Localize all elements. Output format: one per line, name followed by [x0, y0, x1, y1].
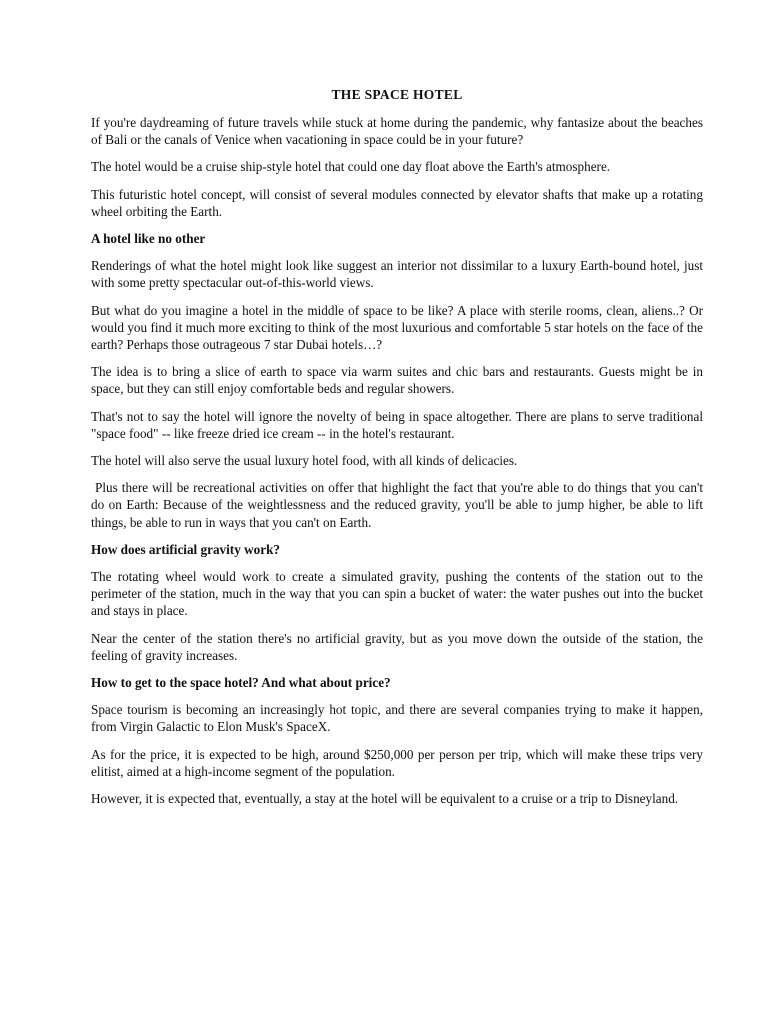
heading-artificial-gravity: How does artificial gravity work?	[91, 541, 280, 557]
paragraph-recreation: Plus there will be recreational activities on offer that highlight the fact that you're able to do things that you can't do on Earth: Because of the weightlessness and the reduced gravity, you'll be able to jump higher, be able to lift things, be able to run in ways that you can't on Earth.	[91, 480, 707, 530]
paragraph-modules: This futuristic hotel concept, will consist of several modules connected by elevator shafts that make up a rotating wheel orbiting the Earth.	[91, 186, 703, 219]
paragraph-rotating-wheel: The rotating wheel would work to create a simulated gravity, pushing the contents of the station out to the perimeter of the station, much in the way that you can spin a bucket of water: the water pushes out into the bucket and stays in place.	[91, 569, 703, 619]
paragraph-disneyland: However, it is expected that, eventually, a stay at the hotel will be equivalent to a cruise or a trip to Disneyland.	[91, 791, 679, 807]
paragraph-space-tourism: Space tourism is becoming an increasingly hot topic, and there are several companies trying to make it happen, from Virgin Galactic to Elon Musk's SpaceX.	[91, 702, 703, 735]
paragraph-price: As for the price, it is expected to be high, around $250,000 per person per trip, which will make these trips very elitist, aimed at a high-income segment of the population.	[91, 746, 703, 779]
heading-getting-there-price: How to get to the space hotel? And what about price?	[91, 675, 391, 691]
paragraph-imagine: But what do you imagine a hotel in the middle of space to be like? A place with sterile rooms, clean, aliens..? Or would you find it much more exciting to think of the most luxurious and comfortable 5 star hotels on the face of the earth? Perhaps those outrageous 7 star Dubai hotels…?	[91, 302, 703, 353]
paragraph-cruise-ship: The hotel would be a cruise ship-style hotel that could one day float above the Earth's atmosphere.	[91, 159, 611, 175]
document-page	[91, 86, 707, 817]
paragraph-slice-of-earth: The idea is to bring a slice of earth to space via warm suites and chic bars and restaurants. Guests might be in space, but they can still enjoy comfortable beds and regular showers.	[91, 364, 703, 397]
paragraph-station-center: Near the center of the station there's no artificial gravity, but as you move down the outside of the station, the feeling of gravity increases.	[91, 630, 703, 663]
paragraph-renderings: Renderings of what the hotel might look like suggest an interior not dissimilar to a luxury Earth-bound hotel, just with some pretty spectacular out-of-this-world views.	[91, 258, 703, 291]
paragraph-luxury-food: The hotel will also serve the usual luxury hotel food, with all kinds of delicacies.	[91, 453, 518, 469]
heading-hotel-like-no-other: A hotel like no other	[91, 231, 206, 247]
document-title: THE SPACE HOTEL	[331, 87, 463, 102]
paragraph-intro: If you're daydreaming of future travels while stuck at home during the pandemic, why fantasize about the beaches of Bali or the canals of Venice when vacationing in space could be in your future?	[91, 115, 703, 148]
paragraph-space-food: That's not to say the hotel will ignore the novelty of being in space altogether. There are plans to serve traditional "space food" -- like freeze dried ice cream -- in the hotel's restaurant.	[91, 408, 703, 441]
